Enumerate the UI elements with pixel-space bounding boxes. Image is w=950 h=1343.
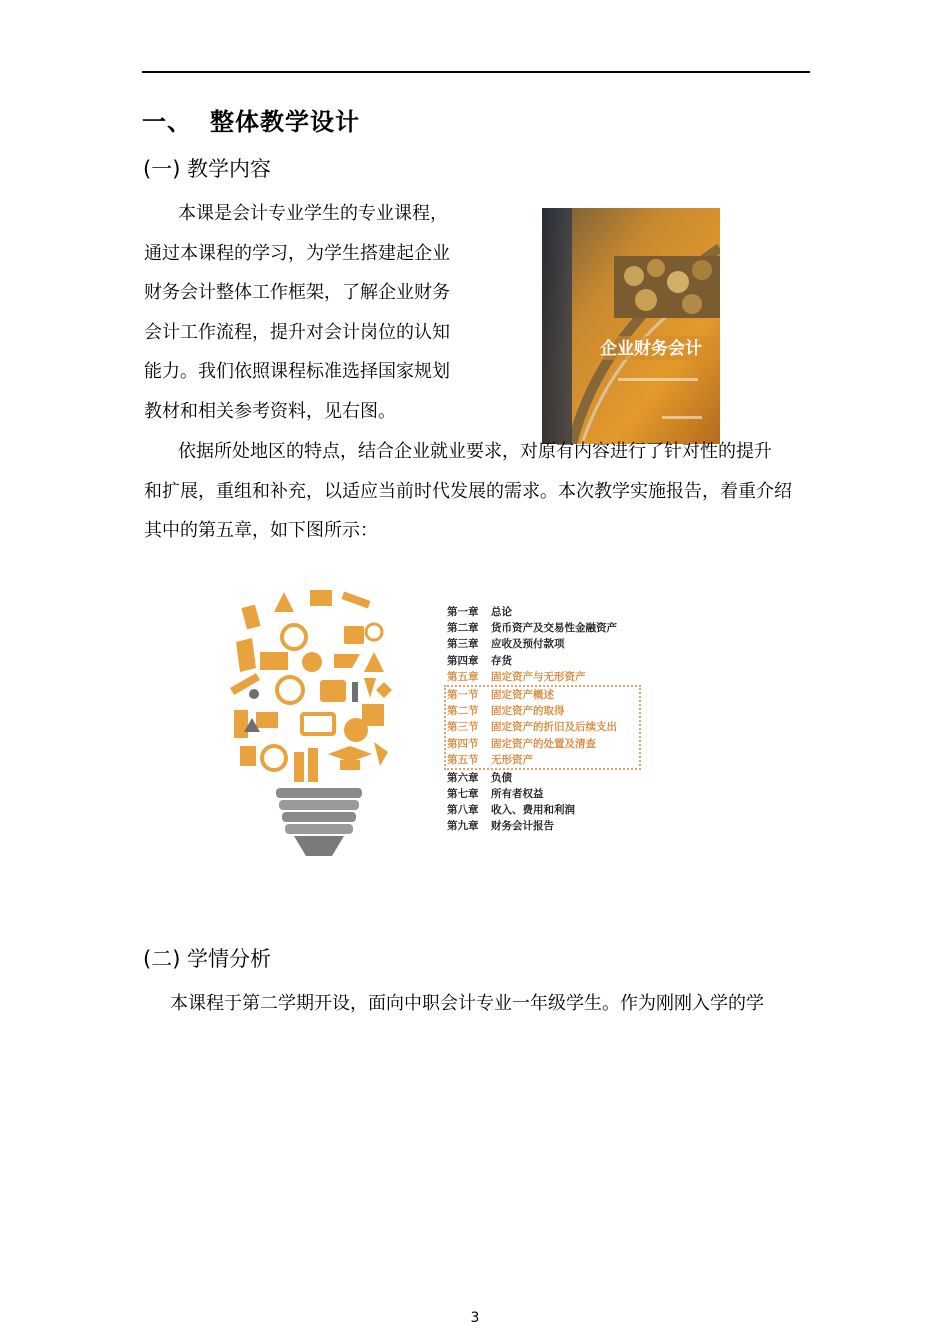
toc-sections-box — [444, 685, 641, 770]
toc-section-label: 第五节 — [447, 753, 479, 766]
toc-chapter — [447, 770, 641, 786]
toc-chapter-label: 第三章 — [447, 638, 479, 651]
toc-section — [447, 687, 639, 703]
page-number: 3 — [470, 1310, 480, 1326]
toc-chapter-label: 第七章 — [447, 788, 479, 801]
toc-section-title: 固定资产的处置及清查 — [491, 737, 596, 750]
toc-chapter-label: 第九章 — [447, 820, 479, 833]
toc-chapter — [447, 653, 641, 669]
heading-1-number: 一、 — [142, 108, 192, 136]
toc-section-title: 无形资产 — [491, 753, 533, 766]
toc-chapter-label: 第六章 — [447, 771, 479, 784]
text-line: 教材和相关参考资料，见右图。 — [144, 400, 396, 422]
section-1-paragraph-1 — [144, 194, 484, 431]
toc-chapter-title: 货币资产及交易性金融资产 — [491, 622, 617, 635]
toc-section-label: 第一节 — [447, 688, 479, 701]
lightbulb-illustration — [224, 582, 414, 862]
text-line: 依据所处地区的特点，结合企业就业要求，对原有内容进行了针对性的提升 — [178, 441, 772, 462]
toc-chapter-label: 第五章 — [447, 670, 479, 683]
toc-chapter-title: 固定资产与无形资产 — [491, 670, 586, 683]
toc-section-label: 第三节 — [447, 721, 479, 734]
book-cover-title: 企业财务会计 — [600, 339, 702, 359]
toc-chapter-title: 总论 — [491, 606, 512, 618]
toc-section-label: 第四节 — [447, 737, 479, 750]
toc-chapter — [447, 620, 641, 636]
toc-chapter — [447, 786, 641, 802]
toc-section — [447, 719, 639, 735]
text-line: 本课是会计专业学生的专业课程， — [178, 203, 448, 224]
toc-section-title: 固定资产的取得 — [491, 705, 565, 718]
header-rule — [142, 71, 810, 73]
toc-chapter-label: 第八章 — [447, 804, 479, 817]
toc-highlight-chapter — [447, 669, 641, 685]
toc-chapter-title: 负债 — [491, 771, 512, 784]
toc-chapter-title: 应收及预付款项 — [491, 638, 565, 651]
chapter-list — [447, 604, 641, 835]
toc-section-title: 固定资产的折旧及后续支出 — [491, 721, 617, 734]
toc-chapter-label: 第四章 — [447, 654, 479, 667]
text-line: 通过本课程的学习，为学生搭建起企业 — [144, 242, 450, 264]
toc-chapter-title: 所有者权益 — [491, 788, 544, 801]
toc-section — [447, 703, 639, 719]
toc-chapter-title: 财务会计报告 — [491, 820, 554, 833]
heading-1-title: 整体教学设计 — [210, 108, 360, 136]
toc-chapter — [447, 636, 641, 652]
text-line: 其中的第五章，如下图所示： — [144, 520, 378, 541]
textbook-cover-image — [542, 208, 720, 444]
heading-1 — [142, 102, 360, 137]
toc-section — [447, 736, 639, 752]
toc-chapter-title: 收入、费用和利润 — [491, 804, 575, 817]
toc-chapter-label: 第二章 — [447, 622, 479, 635]
toc-chapter-label: 第一章 — [447, 606, 479, 618]
toc-section-label: 第二节 — [447, 705, 479, 718]
section-2-title: (二) 学情分析 — [143, 947, 272, 971]
text-line: 会计工作流程，提升对会计岗位的认知 — [144, 321, 450, 343]
text-line: 和扩展，重组和补充，以适应当前时代发展的需求。本次教学实施报告，着重介绍 — [144, 480, 792, 502]
toc-chapter — [447, 818, 641, 834]
toc-section — [447, 752, 639, 768]
section-2-paragraph-1: 本课程于第二学期开设，面向中职会计专业一年级学生。作为刚刚入学的学 — [170, 993, 764, 1014]
section-1-paragraph-2 — [144, 432, 844, 551]
text-line: 财务会计整体工作框架，了解企业财务 — [144, 282, 450, 303]
section-1-title: (一) 教学内容 — [143, 157, 272, 181]
toc-section-title: 固定资产概述 — [491, 688, 554, 701]
text-line: 能力。我们依照课程标准选择国家规划 — [144, 361, 450, 382]
toc-chapter-title: 存货 — [491, 654, 512, 667]
toc-chapter — [447, 604, 641, 620]
toc-chapter — [447, 802, 641, 818]
